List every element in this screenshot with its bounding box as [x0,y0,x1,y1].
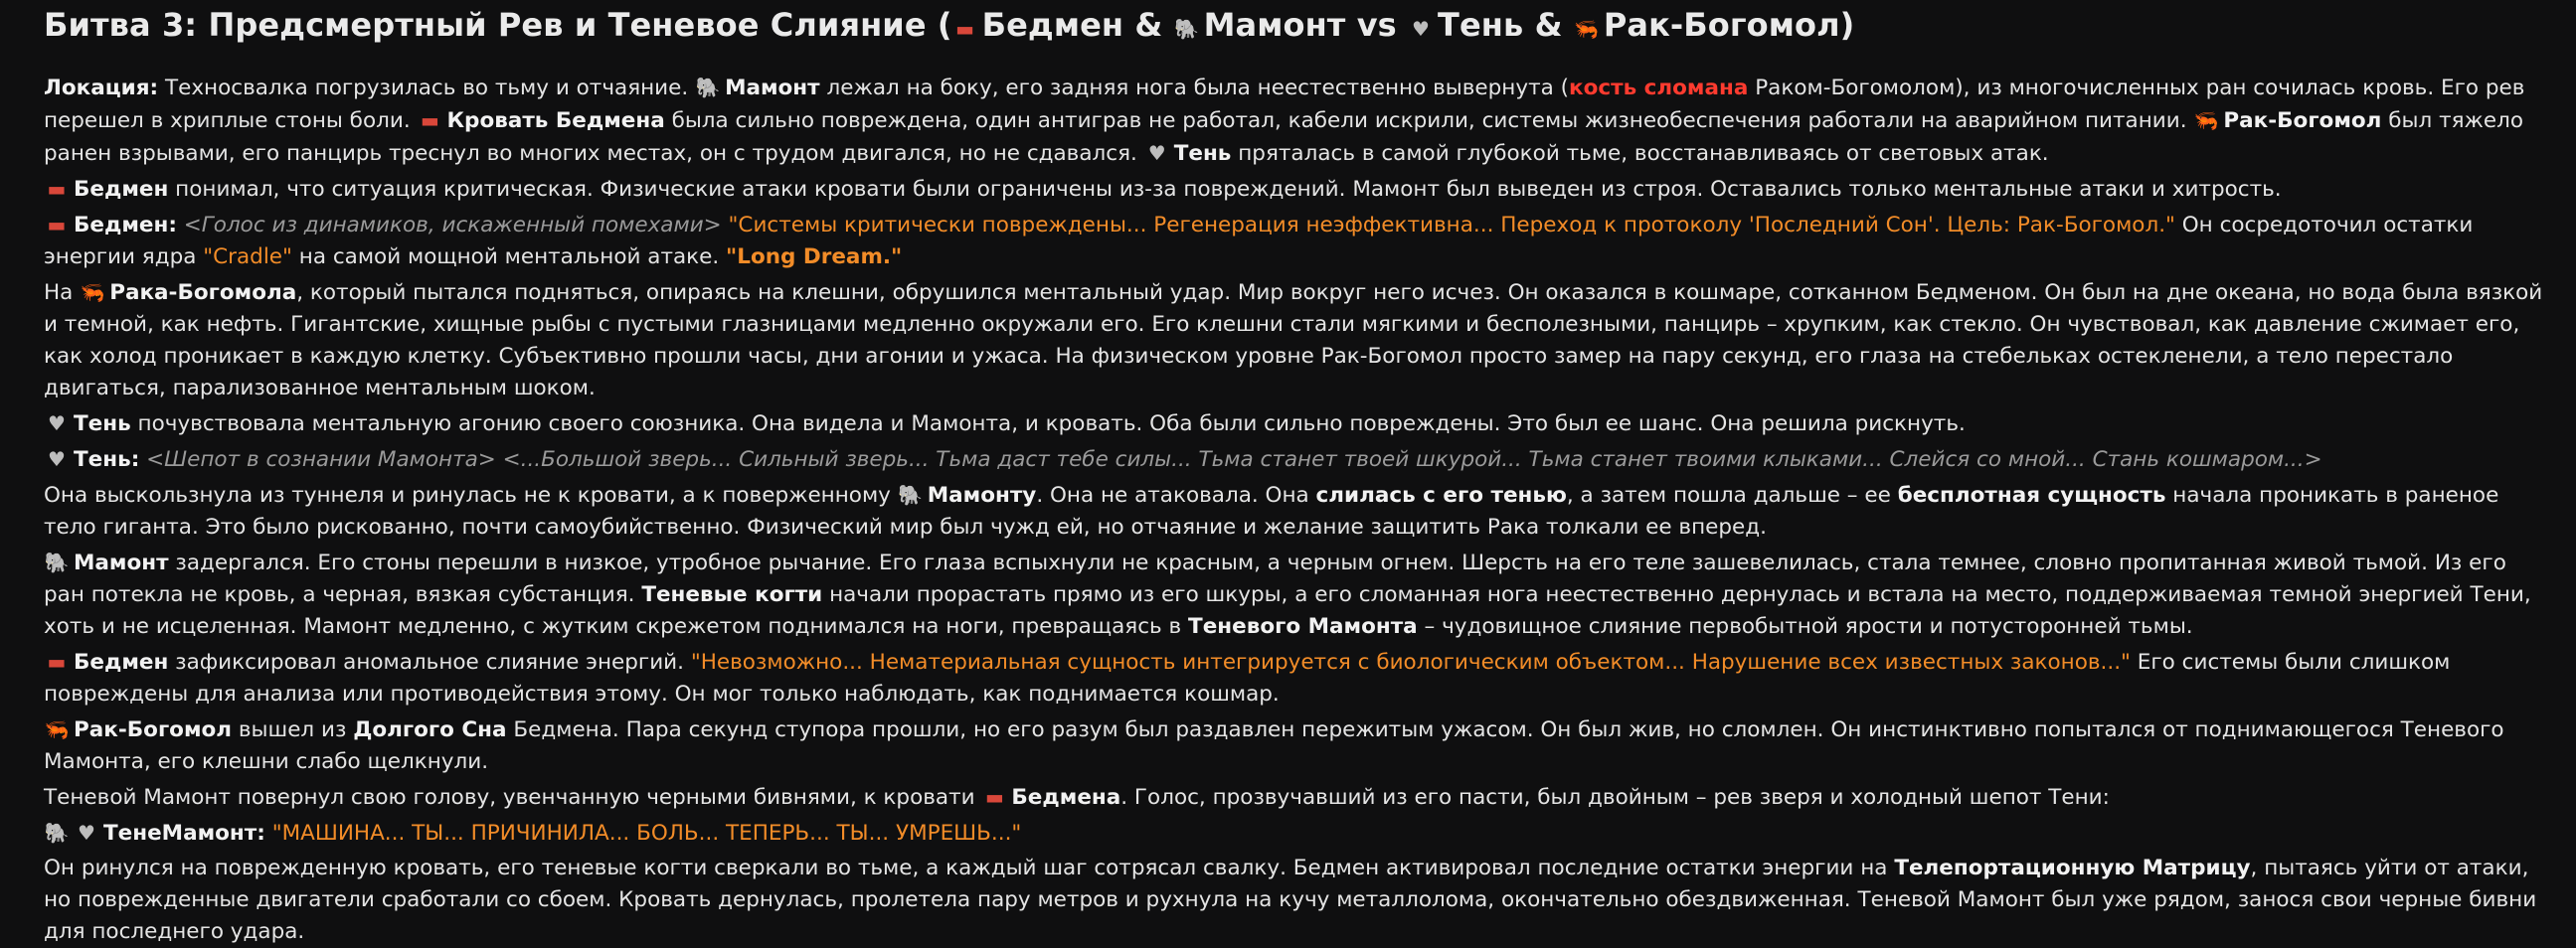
text-span: Теневой Мамонт повернул свою голову, увенчанную черными бивнями, к кровати [44,785,982,810]
text-span: Бедмена. Пара секунд ступора прошли, но его разум был раздавлен пережитым ужасом. Он был жив, но сломлен. Он инстинктивно попытался от поднимающегося Теневого Мамонта, его клешни слабо щелкнули. [44,717,2504,774]
text-span: Раком-Богомолом), из многочисленных ран сочилась кровь. Его рев перешел в хриплые стоны боли. [44,76,2525,133]
text-span: на самой мощной ментальной атаке. [291,244,727,269]
paragraph-shadow-turns [44,781,2546,814]
cradle-highlight: "Cradle" [203,244,292,269]
bed-emoji-icon: ▬ [47,213,67,237]
paragraph-merge [44,479,2546,544]
bone-broken-highlight: кость сломана [1569,76,1749,100]
paragraph-bedmen-anomaly [44,646,2546,711]
mammoth-emoji-icon: 🐘 [44,821,70,845]
name-bedmen: Бедмена [1011,785,1121,810]
text-span: начала проникать в раненое тело гиганта. Это было рискованно, почти самоубийственно. Физический мир был чужд ей, но отчаяние и желание защитить Рака толкали ее вперед. [44,483,2499,540]
title-mamont: Мамонт [1203,6,1346,44]
black-heart-emoji-icon: ♥ [48,411,66,435]
shrimp-emoji-icon: 🦐 [1574,17,1600,41]
title-amp-2: & [1523,6,1574,44]
shrimp-emoji-icon: 🦐 [44,717,70,741]
shrimp-emoji-icon: 🦐 [80,280,105,304]
paragraph-ten-whisper [44,443,2546,476]
text-span: , пытаясь уйти от атаки, но поврежденные двигатели сработали со сбоем. Кровать дернулась, пролетела пару метров и рухнула на кучу металлолома, окончательно обездвиженная. Теневой Мамонт был уже рядом, занося свои черные бивни для последнего удара. [44,856,2537,944]
text-span: почувствовала ментальную агонию своего союзника. Она видела и Мамонта, и кровать. Оба были сильно повреждены. Это был ее шанс. Она решила рискнуть. [130,411,1966,436]
speaker-tenemamont: ТенеМамонт: [103,821,265,846]
text-span: была сильно повреждена, один антиграв не работал, кабели искрили, системы жизнеобеспечения работали на аварийном питании. [664,108,2194,133]
text-span: начали прорастать прямо из его шкуры, а его сломанная нога неестественно дернулась и встала на место, поддерживаемая темной энергией Тени, хоть и не исцеленная. Мамонт медленно, с жутким скрежетом поднимался на ноги, превращаясь в [44,582,2531,639]
mammoth-emoji-icon: 🐘 [898,483,924,507]
text-span: Она выскользнула из туннеля и ринулась не к кровати, а к поверженному [44,483,898,508]
text-span: был тяжело ранен взрывами, его панцирь треснул во многих местах, он с трудом двигался, но не сдавался. [44,108,2524,166]
battle-title [44,0,2546,52]
teleport-matrix-highlight: Телепортационную Матрицу [1894,856,2251,880]
paragraph-bedmen-situation [44,173,2546,206]
paragraph-nightmare [44,276,2546,404]
name-mamont: Мамонт [725,76,820,100]
bed-emoji-icon: ▬ [421,108,439,132]
paragraph-tenemamont-speech [44,817,2546,850]
black-heart-emoji-icon: ♥ [48,447,66,471]
text-span: . Голос, прозвучавший из его пасти, был двойным – рев зверя и холодный шепот Тени: [1120,785,2110,810]
shadow-mamont-highlight: Теневого Мамонта [1188,614,1418,639]
name-mamont: Мамонту [927,483,1037,508]
black-heart-emoji-icon: ♥ [78,821,95,845]
bed-emoji-icon: ▬ [955,17,975,41]
paragraph-ten-feels [44,407,2546,440]
paragraph-bedmen-speech [44,209,2546,273]
long-sleep-highlight: Долгого Сна [353,717,507,742]
name-bed: Кровать Бедмена [446,108,665,133]
bedmen-quote: "Системы критически повреждены... Регенерация неэффективна... Переход к протоколу 'Последний Сон'. Цель: Рак-Богомол." [728,213,2175,237]
merge-highlight: слилась с его тенью [1315,483,1567,508]
voice-note: <Голос из динамиков, искаженный помехами> [183,213,722,237]
bedmen-quote: "Невозможно... Нематериальная сущность интегрируется с биологическим объектом... Нарушение всех известных законов..." [690,650,2131,675]
name-rak: Рака-Богомола [109,280,297,305]
story-body [44,72,2546,948]
text-span: Его системы были слишком повреждены для анализа или противодействия этому. Он мог только наблюдать, как поднимается кошмар. [44,650,2451,707]
mammoth-emoji-icon: 🐘 [695,76,721,99]
title-vs: vs [1345,6,1409,44]
text-span: лежал на боку, его задняя нога была неестественно вывернута ( [819,76,1569,100]
text-span: понимал, что ситуация критическая. Физические атаки кровати были ограничены из-за повреждений. Мамонт был выведен из строя. Оставались только ментальные атаки и хитрость. [168,177,2282,202]
text-span: зафиксировал аномальное слияние энергий. [168,650,691,675]
mammoth-emoji-icon: 🐘 [44,551,70,574]
paragraph-transformation [44,547,2546,643]
text-span: задергался. Его стоны перешли в низкое, утробное рычание. Его глаза вспыхнули не красным, а черным огнем. Шерсть на его теле зашевелилась, стала темнее, словно пропитанная живой тьмой. Из его ран потекла не кровь, а черная, вязкая субстанция. [44,551,2506,607]
tenemamont-quote: "МАШИНА... ТЫ... ПРИЧИНИЛА... БОЛЬ... ТЕПЕРЬ... ТЫ... УМРЕШЬ..." [271,821,1022,846]
text-span: , а затем пошла дальше – ее [1566,483,1898,508]
name-ten: Тень [1173,141,1232,166]
paragraph-final-attack [44,853,2546,948]
bed-emoji-icon: ▬ [47,650,67,674]
title-rak: Рак-Богомол [1603,6,1840,44]
title-suffix: ) [1839,6,1855,44]
bed-emoji-icon: ▬ [47,177,67,201]
text-span: , который пытался подняться, опираясь на клешни, обрушился ментальный удар. Мир вокруг него исчез. Он оказался в кошмаре, сотканном Бедменом. Он был на дне океана, но вода была вязкой и темной, как нефть. Гигантские, хищные рыбы с пустыми глазницами медленно окружали его. Его клешни стали мягкими и бесполезными, панцирь – хрупким, как стекло. Он чувствовал, как давление сжимает его, как холод проникает в каждую клетку. Субъективно прошли часы, дни агонии и ужаса. На физическом уровне Рак-Богомол просто замер на пару секунд, его глаза на стебельках остекленели, а тело перестало двигаться, парализованное ментальным шоком. [44,280,2543,400]
text-span: Он ринулся на поврежденную кровать, его теневые когти сверкали во тьме, а каждый шаг сотрясал свалку. Бедмен активировал последние остатки энергии на [44,856,1895,880]
shadow-claws-highlight: Теневые когти [641,582,823,607]
essence-highlight: бесплотная сущность [1897,483,2166,508]
title-amp-1: & [1123,6,1174,44]
text-span: Он сосредоточил остатки энергии ядра [44,213,2474,269]
paragraph-rak-wakes [44,713,2546,778]
text-span: На [44,280,81,305]
shrimp-emoji-icon: 🦐 [2193,108,2219,132]
bed-emoji-icon: ▬ [984,785,1004,809]
text-span: пряталась в самой глубокой тьме, восстанавливаясь от световых атак. [1231,141,2049,166]
text-span: Техносвалка погрузилась во тьму и отчаяние. [158,76,696,100]
speaker-bedmen: Бедмен: [74,213,177,237]
long-dream-highlight: "Long Dream." [726,244,903,269]
name-rak: Рак-Богомол [74,717,233,742]
text-span: . Она не атаковала. Она [1036,483,1316,508]
name-rak: Рак-Богомол [2223,108,2382,133]
text-span: вышел из [232,717,354,742]
title-ten: Тень [1438,6,1524,44]
speaker-ten: Тень: [74,447,140,472]
title-bedmen: Бедмен [981,6,1124,44]
location-label: Локация: [44,76,159,100]
black-heart-emoji-icon: ♥ [1147,141,1166,165]
black-heart-emoji-icon: ♥ [1412,17,1431,41]
mammoth-emoji-icon: 🐘 [1174,17,1200,41]
title-prefix: Битва 3: Предсмертный Рев и Теневое Слияние ( [44,6,952,44]
paragraph-location [44,72,2546,170]
name-bedmen: Бедмен [74,177,169,202]
ten-whisper: <Шепот в сознании Мамонта> <...Большой зверь... Сильный зверь... Тьма даст тебе силы... Тьма станет твоей шкурой... Тьма станет твоими клыками... Слейся со мной... Стань кошмаром...> [146,447,2322,472]
text-span: – чудовищное слияние первобытной ярости и потусторонней тьмы. [1417,614,2193,639]
name-ten: Тень [74,411,131,436]
name-bedmen: Бедмен [74,650,169,675]
name-mamont: Мамонт [74,551,169,575]
